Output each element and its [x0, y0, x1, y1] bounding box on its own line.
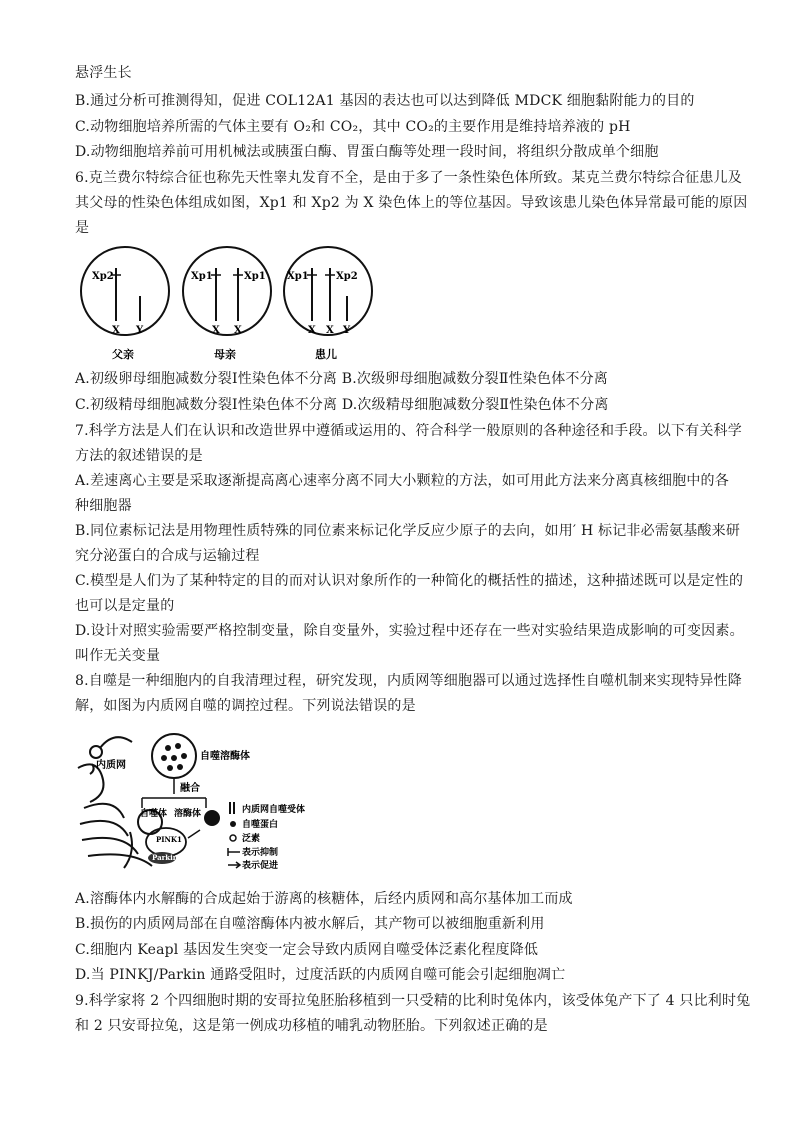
- mother-x-label-left: X: [212, 325, 220, 336]
- child-label: 患儿: [315, 348, 337, 361]
- q7-option-b-line2: 究分泌蛋白的合成与运输过程: [75, 548, 260, 564]
- lysosome-label: 溶酶体: [174, 809, 202, 819]
- legend-inhibit: 表示抑制: [242, 848, 279, 858]
- er-label: 内质网: [96, 760, 126, 771]
- q7-option-c-line1: C.模型是人们为了某种特定的目的而对认识对象所作的一种简化的概括性的描述，这种描述既可以是定性的: [75, 573, 744, 589]
- q7-option-a-line2: 种细胞器: [75, 498, 132, 514]
- mother-x-label-right: X: [234, 325, 242, 336]
- child-y-label: Y: [343, 325, 351, 336]
- q6-options-cd: C.初级精母细胞减数分裂Ⅰ性染色体不分离 D.次级精母细胞减数分裂Ⅱ性染色体不分离: [75, 397, 609, 413]
- q7-option-b-line1: B.同位素标记法是用物理性质特殊的同位素来标记化学反应少原子的去向，如用′ H 标记非必需氨基酸来研: [75, 523, 741, 539]
- q7-option-d-line2: 叫作无关变量: [75, 648, 161, 664]
- mother-gene-label-right: Xp1: [244, 271, 266, 282]
- pink1-label: PINK1: [156, 835, 182, 844]
- legend-receptor: 内质网自噬受体: [242, 805, 306, 815]
- q6-stem-line3: 是: [75, 220, 90, 236]
- q9-stem-line2: 和 2 只安哥拉兔，这是第一例成功移植的哺乳动物胚胎。下列叙述正确的是: [75, 1018, 548, 1034]
- father-y-label: Y: [136, 325, 144, 336]
- q8-option-c: C.细胞内 Keapl 基因发生突变一定会导致内质网自噬受体泛素化程度降低: [75, 942, 539, 958]
- legend-ubiquitin: 泛素: [242, 834, 261, 844]
- autophagosome-label: 自噬体: [140, 809, 168, 819]
- q7-option-c-line2: 也可以是定量的: [75, 598, 175, 614]
- q8-option-b: B.损伤的内质网局部在自噬溶酶体内被水解后，其产物可以被细胞重新利用: [75, 916, 545, 932]
- q8-option-a: A.溶酶体内水解酶的合成起始于游离的核糖体，后经内质网和高尔基体加工而成: [75, 891, 573, 907]
- q5-option-b: B.通过分析可推测得知，促进 COL12A1 基因的表达也可以达到降低 MDCK 细胞黏附能力的目的: [75, 93, 695, 109]
- fusion-label: 融合: [180, 783, 200, 794]
- q5-option-d: D.动物细胞培养前可用机械法或胰蛋白酶、胃蛋白酶等处理一段时间，将组织分散成单个细胞: [75, 144, 659, 160]
- q8-option-d: D.当 PINKJ/Parkin 通路受阻时，过度活跃的内质网自噬可能会引起细胞凋亡: [75, 967, 566, 983]
- child-x-label-left: X: [308, 325, 316, 336]
- mother-cell: [183, 247, 271, 361]
- q6-chromosome-figure: [78, 246, 388, 368]
- q8-stem-line2: 解，如图为内质网自噬的调控过程。下列说法错误的是: [75, 698, 416, 714]
- child-x-label-right: X: [326, 325, 334, 336]
- q7-option-d-line1: D.设计对照实验需要严格控制变量，除自变量外，实验过程中还存在一些对实验结果造成影响的可变因素。: [75, 623, 744, 639]
- q6-stem-line2: 其父母的性染色体组成如图，Xp1 和 Xp2 为 X 染色体上的等位基因。导致该患儿染色体异常最可能的原因: [75, 195, 748, 211]
- father-cell: [81, 247, 169, 361]
- q6-options-ab: A.初级卵母细胞减数分裂Ⅰ性染色体不分离 B.次级卵母细胞减数分裂Ⅱ性染色体不分离: [75, 371, 608, 387]
- mother-gene-label-left: Xp1: [191, 271, 213, 282]
- father-x-label: X: [112, 325, 120, 336]
- q6-stem-line1: 6.克兰费尔特综合征也称先天性睾丸发育不全，是由于多了一条性染色体所致。某克兰费尔特综合征患儿及: [75, 170, 742, 186]
- q5-option-c: C.动物细胞培养所需的气体主要有 O₂和 CO₂，其中 CO₂的主要作用是维持培养液的 pH: [75, 119, 631, 135]
- er-membrane-illustration: [78, 737, 152, 866]
- q8-stem-line1: 8.自噬是一种细胞内的自我清理过程，研究发现，内质网等细胞器可以通过选择性自噬机制来实现特异性降: [75, 673, 742, 689]
- q9-stem-line1: 9.科学家将 2 个四细胞时期的安哥拉兔胚胎移植到一只受精的比利时兔体内，该受体兔产下了 4 只比利时兔: [75, 993, 751, 1009]
- child-cell: [284, 247, 372, 361]
- child-gene-label-right: Xp2: [336, 271, 358, 282]
- mother-label: 母亲: [214, 348, 236, 361]
- q7-stem-line1: 7.科学方法是人们在认识和改造世界中遵循或运用的、符合科学一般原则的各种途径和手段。以下有关科学: [75, 423, 742, 439]
- q7-option-a-line1: A.差速离心主要是采取逐渐提高离心速率分离不同大小颗粒的方法，如可用此方法来分离真核细胞中的各: [75, 473, 729, 489]
- q8-er-autophagy-figure: [70, 728, 410, 870]
- father-label: 父亲: [112, 348, 134, 361]
- autolysosome-label: 自噬溶酶体: [200, 751, 250, 762]
- legend-protein: 自噬蛋白: [242, 820, 279, 830]
- q5-stem-tail: 悬浮生长: [75, 65, 132, 81]
- child-gene-label-left: Xp1: [287, 271, 309, 282]
- figure-legend: [228, 802, 305, 870]
- q7-stem-line2: 方法的叙述错误的是: [75, 448, 203, 464]
- parkin-label: Parkin: [152, 853, 178, 862]
- pink1-parkin-illustration: [124, 828, 200, 868]
- father-gene-label: Xp2: [92, 271, 114, 282]
- legend-promote: 表示促进: [242, 861, 279, 870]
